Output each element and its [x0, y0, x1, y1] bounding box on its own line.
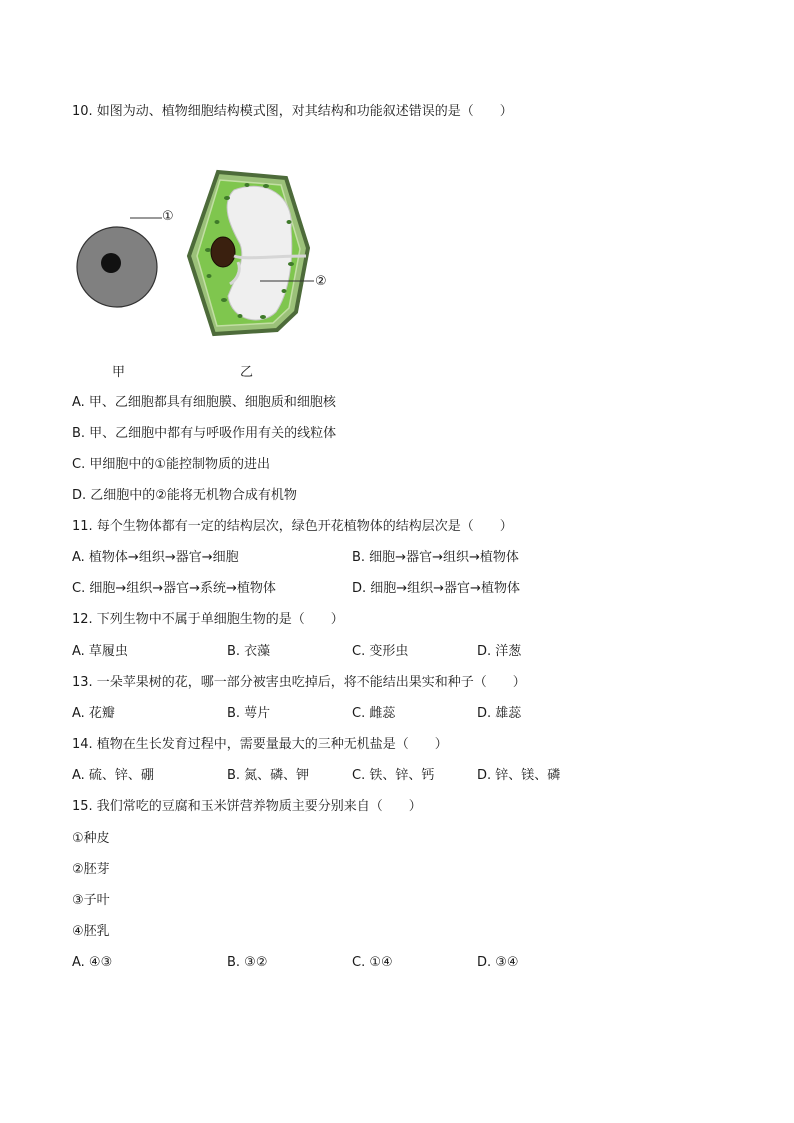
q12-stem: 12. 下列生物中不属于单细胞生物的是（ ） [72, 612, 344, 627]
caption-plant-cell: 乙 [240, 365, 254, 380]
q11-option-b: B. 细胞→器官→组织→植物体 [352, 550, 519, 565]
q13-option-d: D. 雄蕊 [477, 706, 522, 721]
cell-diagram [70, 164, 340, 382]
q15-stem: 15. 我们常吃的豆腐和玉米饼营养物质主要分别来自（ ） [72, 799, 422, 814]
q15-item-4: ④胚乳 [72, 924, 110, 939]
q12-option-a: A. 草履虫 [72, 644, 128, 659]
q12-option-b: B. 衣藻 [227, 644, 271, 659]
q13-option-a: A. 花瓣 [72, 706, 115, 721]
q15-item-2: ②胚芽 [72, 862, 110, 877]
q13-option-b: B. 萼片 [227, 706, 271, 721]
label-2: ② [315, 274, 327, 289]
q14-stem: 14. 植物在生长发育过程中，需要量最大的三种无机盐是（ ） [72, 737, 448, 752]
plant-cell-nucleus [211, 237, 235, 267]
q15-item-1: ①种皮 [72, 831, 110, 846]
q10-option-b: B. 甲、乙细胞中都有与呼吸作用有关的线粒体 [72, 426, 337, 441]
q11-option-a: A. 植物体→组织→器官→细胞 [72, 550, 239, 565]
q15-item-3: ③子叶 [72, 893, 110, 908]
cell-structure-figure [70, 164, 340, 382]
q14-option-a: A. 硫、锌、硼 [72, 768, 154, 783]
q15-option-c: C. ①④ [352, 955, 393, 970]
q11-stem: 11. 每个生物体都有一定的结构层次，绿色开花植物体的结构层次是（ ） [72, 519, 513, 534]
q15-option-a: A. ④③ [72, 955, 113, 970]
q12-option-d: D. 洋葱 [477, 644, 522, 659]
q15-option-d: D. ③④ [477, 955, 519, 970]
q13-stem: 13. 一朵苹果树的花，哪一部分被害虫吃掉后，将不能结出果实和种子（ ） [72, 675, 526, 690]
q11-option-c: C. 细胞→组织→器官→系统→植物体 [72, 581, 276, 596]
q10-option-c: C. 甲细胞中的①能控制物质的进出 [72, 457, 270, 472]
label-1: ① [162, 209, 174, 224]
q10-option-a: A. 甲、乙细胞都具有细胞膜、细胞质和细胞核 [72, 395, 336, 410]
q14-option-c: C. 铁、锌、钙 [352, 768, 435, 783]
animal-cell-nucleus [101, 253, 121, 273]
q11-option-d: D. 细胞→组织→器官→植物体 [352, 581, 520, 596]
q13-option-c: C. 雌蕊 [352, 706, 396, 721]
q12-option-c: C. 变形虫 [352, 644, 409, 659]
caption-animal-cell: 甲 [112, 365, 126, 380]
q14-option-d: D. 锌、镁、磷 [477, 768, 561, 783]
q14-option-b: B. 氮、磷、钾 [227, 768, 310, 783]
q10-option-d: D. 乙细胞中的②能将无机物合成有机物 [72, 488, 297, 503]
q15-option-b: B. ③② [227, 955, 268, 970]
q10-stem: 10. 如图为动、植物细胞结构模式图，对其结构和功能叙述错误的是（ ） [72, 104, 513, 119]
